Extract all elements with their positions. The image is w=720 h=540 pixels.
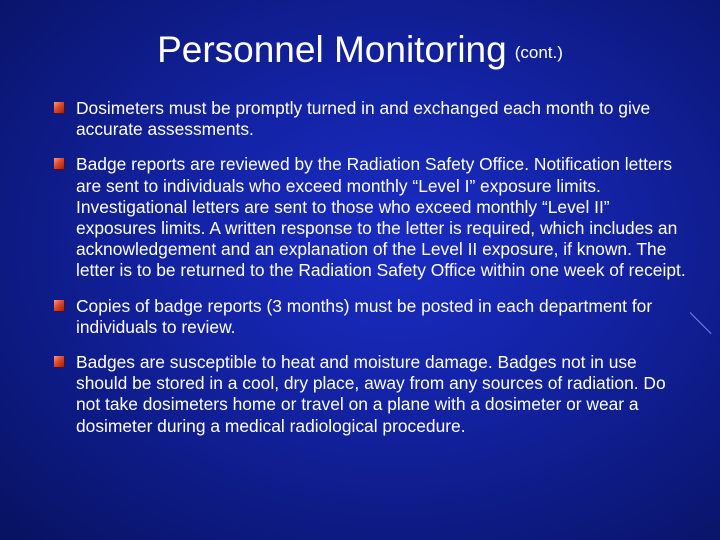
bullet-text: Badges are susceptible to heat and moisture damage. Badges not in use should be stored in a cool, dry place, away from any sources of radiation. Do not take dosimeters home or travel on a plane with a dosimeter or wear a dosimeter during a medical radiological procedure.	[76, 352, 666, 436]
bullet-marker-icon	[54, 356, 64, 367]
bullet-marker-icon	[54, 300, 64, 311]
bullet-text: Copies of badge reports (3 months) must be posted in each department for individuals to review.	[76, 295, 653, 337]
bullet-item	[50, 98, 690, 140]
bullet-text: Dosimeters must be promptly turned in and exchanged each month to give accurate assessments.	[76, 98, 651, 140]
title-text: Personnel Monitoring	[157, 29, 507, 70]
bullet-item	[50, 296, 690, 338]
decorative-line	[690, 312, 712, 334]
bullet-item	[50, 352, 690, 437]
title-suffix: (cont.)	[514, 43, 563, 62]
bullet-marker-icon	[54, 158, 64, 169]
bullet-text: Badge reports are reviewed by the Radiation Safety Office. Notification letters are sent to individuals who exceed monthly “Level I” exposure limits. Investigational letters are sent to those who exceed monthly “Level II” exposures limits. A written response to the letter is required, which includes an acknowledgement and an explanation of the Level II exposure, if known. The letter is to be returned to the Radiation Safety Office within one week of receipt.	[76, 154, 686, 281]
bullet-list	[50, 98, 690, 451]
bullet-marker-icon	[54, 102, 64, 113]
bullet-item	[50, 154, 690, 281]
slide-title	[0, 28, 720, 75]
